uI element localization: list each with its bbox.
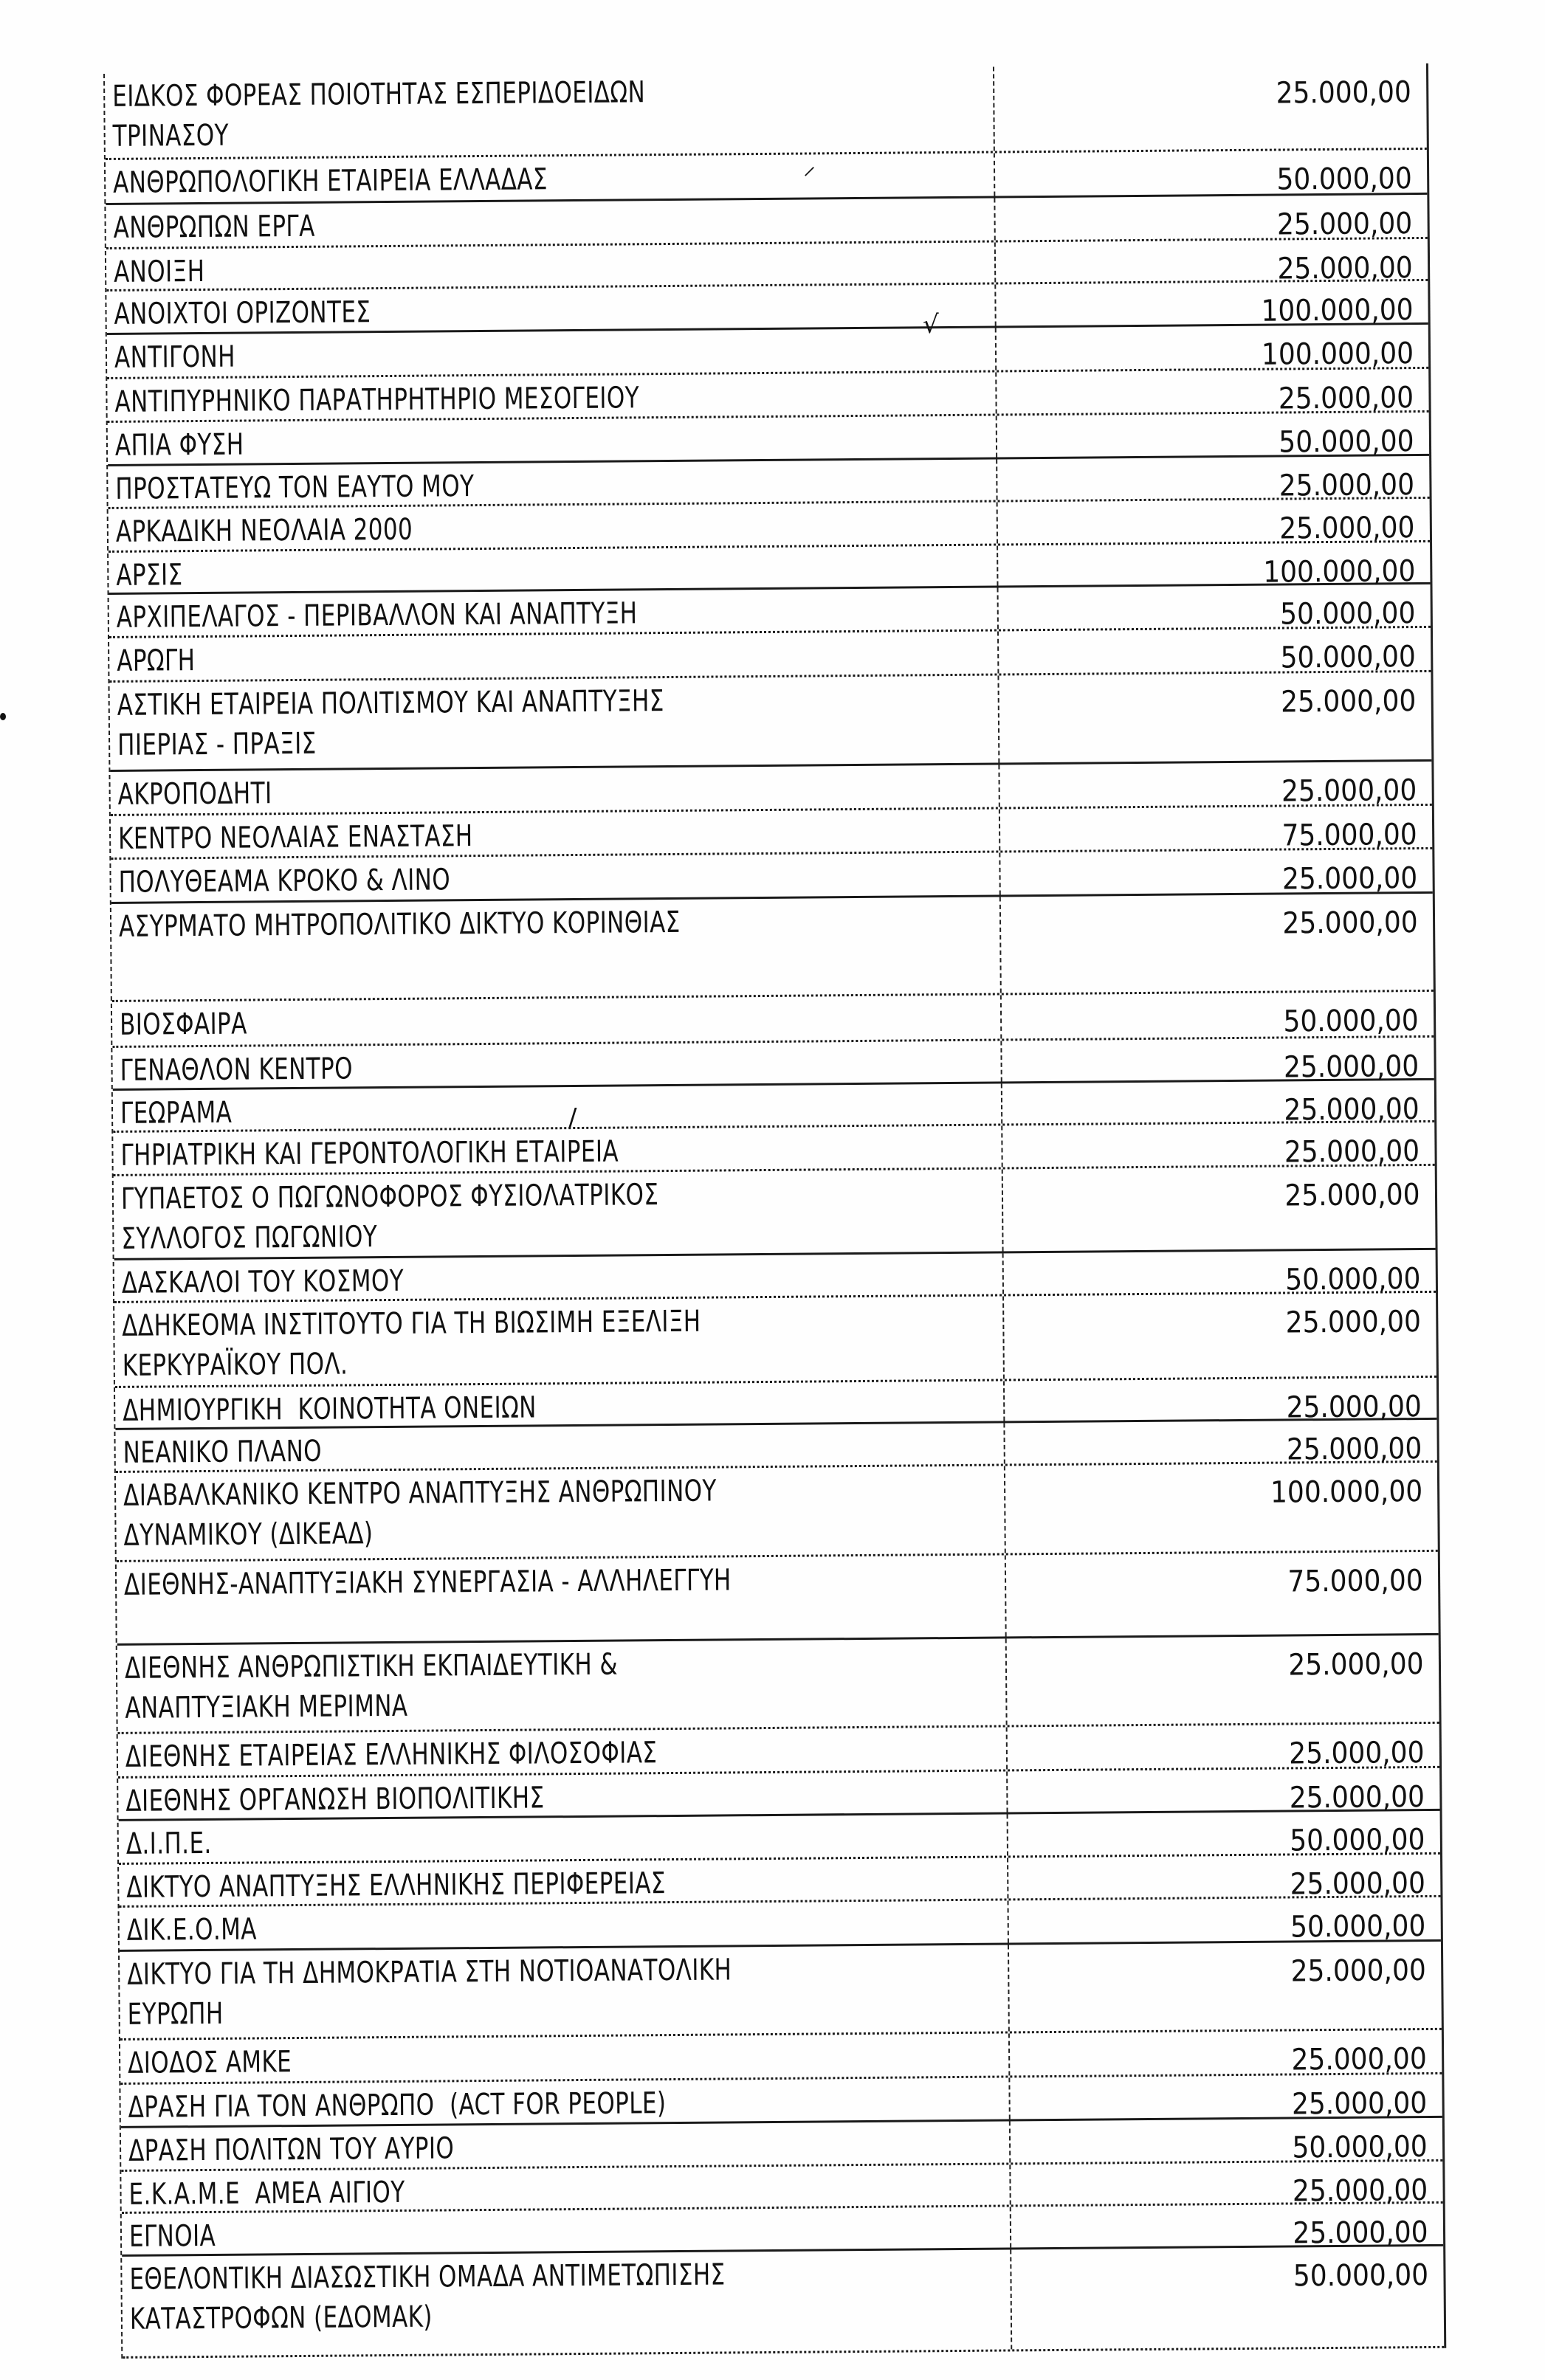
organization-name: Δ.Ι.Π.Ε.: [125, 1826, 212, 1861]
organization-name: ΔΙΚΤΥΟ ΑΝΑΠΤΥΞΗΣ ΕΛΛΗΝΙΚΗΣ ΠΕΡΙΦΕΡΕΙΑΣ: [126, 1866, 667, 1905]
amount-value: 25.000,00: [1279, 381, 1414, 416]
organization-name: ΕΓΝΟΙΑ: [128, 2218, 216, 2254]
organization-name: ΑΝΘΡΩΠΟΛΟΓΙΚΗ ΕΤΑΙΡΕΙΑ ΕΛΛΑΔΑΣ: [112, 162, 548, 200]
organization-name: ΑΝΟΙΧΤΟΙ ΟΡΙΖΟΝΤΕΣ: [114, 295, 371, 331]
organization-name-cell: [116, 1466, 1006, 1559]
amount-cell: [1008, 1768, 1439, 1815]
amount-value: 25.000,00: [1282, 861, 1418, 897]
amount-cell: [1000, 849, 1432, 895]
amount-cell: [1000, 806, 1432, 851]
amount-cell: [1010, 2030, 1442, 2076]
amount-value: 25.000,00: [1281, 684, 1417, 720]
organization-name-cell: [120, 2077, 1010, 2125]
amount-cell: [998, 499, 1430, 544]
amount-cell: [997, 413, 1429, 458]
organization-name: ΑΡΣΙΣ: [116, 558, 183, 593]
amount-value: 50.000,00: [1283, 1004, 1420, 1039]
organization-name-cell: [117, 1555, 1007, 1643]
amount-value: 50.000,00: [1280, 596, 1416, 632]
organization-name-cell: [119, 1814, 1008, 1862]
organization-name-cell: [109, 503, 998, 551]
organization-name: ΕΙΔΚΟΣ ΦΟΡΕΑΣ ΠΟΙΟΤΗΤΑΣ ΕΣΠΕΡΙΔΟΕΙΔΩΝ ΤΡΙΝΑΣΟΥ: [112, 75, 646, 154]
amount-cell: [1002, 992, 1434, 1039]
table-row: [116, 1463, 1438, 1562]
amount-cell: [997, 456, 1429, 503]
organization-name: ΔΡΑΣΗ ΠΟΛΙΤΩΝ ΤΟΥ ΑΥΡΙΟ: [128, 2131, 455, 2168]
amount-cell: [1011, 2246, 1444, 2350]
amount-value: 25.000,00: [1293, 2215, 1429, 2251]
organization-name-cell: [120, 2033, 1010, 2082]
amount-value: 25.000,00: [1288, 1647, 1425, 1683]
amount-cell: [1001, 894, 1434, 993]
amount-cell: [1011, 2118, 1442, 2163]
organization-name-cell: [106, 285, 996, 333]
amount-value: 25.000,00: [1291, 2042, 1428, 2077]
organization-name: ΑΚΡΟΠΟΔΗΤΙ: [117, 776, 272, 812]
amount-value: 50.000,00: [1293, 2257, 1429, 2294]
organization-name-cell: [107, 373, 997, 421]
pen-tick-mark-icon: √: [923, 310, 939, 339]
amount-value: 50.000,00: [1290, 1909, 1426, 1945]
organization-name: Ε.Κ.Α.Μ.Ε ΑΜΕΑ ΑΙΓΙΟΥ: [128, 2175, 405, 2212]
amount-value: 25.000,00: [1279, 468, 1415, 503]
table-row: [109, 672, 1431, 772]
table-row: [117, 1635, 1439, 1734]
organization-name-cell: [120, 1945, 1010, 2038]
organization-name: ΔΑΣΚΑΛΟΙ ΤΟΥ ΚΟΣΜΟΥ: [121, 1263, 405, 1300]
organization-name: ΑΠΙΑ ΦΥΣΗ: [114, 427, 244, 463]
amount-value: 25.000,00: [1276, 75, 1412, 111]
organization-name: ΔΙΕΘΝΗΣ-ΑΝΑΠΤΥΞΙΑΚΗ ΣΥΝΕΡΓΑΣΙΑ - ΑΛΛΗΛΕΓΓΥΗ: [123, 1563, 732, 1602]
organization-name-cell: [108, 416, 997, 464]
organization-name-cell: [109, 675, 999, 769]
amount-value: 25.000,00: [1289, 1780, 1425, 1815]
organization-name: ΔΔΗΚΕΟΜΑ ΙΝΣΤΙΤΟΥΤΟ ΓΙΑ ΤΗ ΒΙΩΣΙΜΗ ΕΞΕΛΙΞΗ ΚΕΡΚΥΡΑΪΚΟΥ ΠΟΛ.: [122, 1304, 701, 1383]
amount-value: 50.000,00: [1292, 2129, 1428, 2165]
organization-name-cell: [110, 765, 999, 813]
amount-value: 25.000,00: [1284, 1178, 1421, 1213]
organization-name-cell: [114, 1169, 1004, 1258]
table-row: [114, 1166, 1436, 1260]
amount-cell: [999, 762, 1431, 807]
pen-tick-mark-icon: ⸝: [803, 151, 816, 181]
table-row: [114, 1293, 1436, 1388]
organization-name-cell: [121, 2121, 1011, 2169]
amount-cell: [997, 369, 1428, 414]
organization-name: ΓΕΩΡΑΜΑ: [120, 1095, 233, 1131]
organization-name: ΑΡΚΑΔΙΚΗ ΝΕΟΛΑΙΑ 2000: [115, 512, 413, 549]
organization-name-cell: [120, 1900, 1009, 1949]
amount-value: 75.000,00: [1287, 1564, 1424, 1599]
organization-name-cell: [106, 199, 995, 247]
amount-cell: [995, 195, 1427, 241]
organization-name-cell: [112, 995, 1002, 1045]
organization-name-cell: [111, 897, 1002, 999]
amount-value: 25.000,00: [1292, 2086, 1428, 2122]
amount-value: 25.000,00: [1284, 1134, 1420, 1170]
amount-cell: [999, 628, 1431, 674]
organization-name-cell: [114, 1296, 1005, 1385]
organization-name-cell: [108, 460, 997, 507]
organization-name-cell: [107, 328, 997, 377]
organization-name: ΑΡΧΙΠΕΛΑΓΟΣ - ΠΕΡΙΒΑΛΛΟΝ ΚΑΙ ΑΝΑΠΤΥΞΗ: [116, 596, 638, 635]
amount-value: 25.000,00: [1286, 1390, 1422, 1425]
amount-value: 100.000,00: [1261, 337, 1414, 372]
organization-name-cell: [122, 2207, 1011, 2254]
amount-value: 50.000,00: [1285, 1262, 1422, 1297]
organization-name-cell: [109, 631, 999, 680]
organization-name: ΔΙΚΤΥΟ ΓΙΑ ΤΗ ΔΗΜΟΚΡΑΤΙΑ ΣΤΗ ΝΟΤΙΟΑΝΑΤΟΛΙΚΗ ΕΥΡΩΠΗ: [127, 1953, 732, 2032]
organization-name-cell: [122, 2249, 1012, 2356]
amount-cell: [1003, 1166, 1436, 1252]
table-row: [122, 2246, 1444, 2359]
amount-value: 50.000,00: [1280, 640, 1417, 675]
organization-name-cell: [111, 809, 1000, 857]
organization-name-cell: [119, 1858, 1008, 1905]
organization-name: ΠΡΟΣΤΑΤΕΥΩ ΤΟΝ ΕΑΥΤΟ ΜΟΥ: [115, 469, 475, 506]
amount-value: 25.000,00: [1277, 251, 1414, 286]
amount-cell: [1007, 1635, 1439, 1725]
organization-name: ΓΥΠΑΕΤΟΣ Ο ΠΩΓΩΝΟΦΟΡΟΣ ΦΥΣΙΟΛΑΤΡΙΚΟΣ ΣΥΛΛΟΓΟΣ ΠΩΓΩΝΙΟΥ: [120, 1178, 659, 1256]
amount-value: 25.000,00: [1287, 1432, 1422, 1467]
organization-name-cell: [113, 1083, 1002, 1130]
organization-name: ΠΟΛΥΘΕΑΜΑ ΚΡΟΚΟ & ΛΙΝΟ: [118, 863, 451, 900]
organization-name: ΑΝΟΙΞΗ: [113, 254, 205, 289]
amount-cell: [995, 150, 1427, 196]
amount-value: 25.000,00: [1284, 1092, 1420, 1128]
organization-name: ΑΝΤΙΠΥΡΗΝΙΚΟ ΠΑΡΑΤΗΡΗΤΗΡΙΟ ΜΕΣΟΓΕΙΟΥ: [114, 381, 640, 419]
amount-cell: [1008, 1811, 1440, 1856]
amount-value: 25.000,00: [1281, 773, 1417, 809]
organization-name: ΑΣΤΙΚΗ ΕΤΑΙΡΕΙΑ ΠΟΛΙΤΙΣΜΟΥ ΚΑΙ ΑΝΑΠΤΥΞΗΣ ΠΙΕΡΙΑΣ - ΠΡΑΞΙΣ: [117, 684, 664, 762]
amount-cell: [1006, 1552, 1439, 1637]
organization-name: ΓΗΡΙΑΤΡΙΚΗ ΚΑΙ ΓΕΡΟΝΤΟΛΟΓΙΚΗ ΕΤΑΙΡΕΙΑ: [120, 1134, 619, 1173]
amount-cell: [997, 325, 1428, 370]
amount-cell: [1008, 1855, 1440, 1902]
amount-value: 75.000,00: [1281, 818, 1418, 853]
organization-name: ΚΕΝΤΡΟ ΝΕΟΛΑΙΑΣ ΕΝΑΣΤΑΣΗ: [117, 819, 473, 856]
amount-cell: [998, 542, 1430, 590]
amount-value: 25.000,00: [1277, 207, 1413, 242]
organization-name-cell: [106, 154, 995, 203]
amount-value: 25.000,00: [1290, 1953, 1427, 1989]
organization-name-cell: [105, 67, 995, 158]
amount-cell: [1002, 1038, 1434, 1085]
organization-name-cell: [118, 1727, 1008, 1776]
organization-name-cell: [114, 1253, 1004, 1300]
amount-cell: [1004, 1293, 1436, 1379]
organization-name: ΔΙΕΘΝΗΣ ΟΡΓΑΝΩΣΗ ΒΙΟΠΟΛΙΤΙΚΗΣ: [125, 1781, 545, 1818]
organization-name-cell: [111, 852, 1000, 901]
amount-value: 50.000,00: [1290, 1823, 1426, 1858]
table-row: [105, 63, 1427, 160]
organization-name: ΕΘΕΛΟΝΤΙΚΗ ΔΙΑΣΩΣΤΙΚΗ ΟΜΑΔΑ ΑΝΤΙΜΕΤΩΠΙΣΗΣ ΚΑΤΑΣΤΡΟΦΩΝ (ΕΔΟΜΑΚ): [129, 2257, 726, 2336]
amount-value: 25.000,00: [1285, 1305, 1422, 1340]
organization-name: ΔΗΜΙΟΥΡΓΙΚΗ ΚΟΙΝΟΤΗΤΑ ΟΝΕΙΩΝ: [123, 1390, 537, 1428]
amount-value: 25.000,00: [1284, 1049, 1420, 1085]
grants-table: [103, 63, 1446, 2359]
amount-value: 100.000,00: [1263, 554, 1416, 590]
organization-name-cell: [115, 1381, 1005, 1427]
stray-ink-dot: [0, 713, 6, 720]
amount-cell: [1010, 2074, 1442, 2122]
organization-name: ΝΕΑΝΙΚΟ ΠΛΑΝΟ: [123, 1434, 323, 1470]
amount-value: 25.000,00: [1290, 1866, 1426, 1902]
amount-value: 25.000,00: [1282, 906, 1419, 941]
amount-cell: [1008, 1724, 1439, 1770]
amount-value: 50.000,00: [1276, 162, 1413, 197]
organization-name: ΓΕΝΑΘΛΟΝ ΚΕΝΤΡΟ: [120, 1052, 354, 1088]
amount-value: 100.000,00: [1261, 293, 1414, 328]
amount-cell: [1005, 1378, 1436, 1425]
amount-cell: [1002, 1080, 1434, 1128]
amount-value: 25.000,00: [1279, 511, 1416, 546]
organization-name-cell: [113, 1125, 1002, 1173]
organization-name: ΑΝΤΙΓΟΝΗ: [114, 339, 235, 375]
organization-name: ΔΙΟΔΟΣ ΑΜΚΕ: [127, 2045, 292, 2080]
organization-name-cell: [109, 587, 999, 635]
amount-cell: [1009, 1942, 1442, 2032]
organization-name: ΑΝΘΡΩΠΩΝ ΕΡΓΑ: [113, 209, 315, 245]
table-row: [111, 894, 1434, 1002]
amount-cell: [996, 239, 1428, 286]
organization-name-cell: [118, 1771, 1008, 1818]
organization-name: ΔΙΕΘΝΗΣ ΑΝΘΡΩΠΙΣΤΙΚΗ ΕΚΠΑΙΔΕΥΤΙΚΗ & ΑΝΑΠΤΥΞΙΑΚΗ ΜΕΡΙΜΝΑ: [124, 1647, 619, 1725]
amount-cell: [1011, 2162, 1442, 2209]
organization-name-cell: [121, 2165, 1011, 2211]
organization-name: ΒΙΟΣΦΑΙΡΑ: [119, 1007, 247, 1042]
amount-cell: [1008, 1897, 1440, 1943]
amount-value: 100.000,00: [1270, 1474, 1423, 1510]
organization-name-cell: [117, 1638, 1008, 1731]
amount-cell: [1005, 1463, 1438, 1553]
organization-name: ΔΙΕΘΝΗΣ ΕΤΑΙΡΕΙΑΣ ΕΛΛΗΝΙΚΗΣ ΦΙΛΟΣΟΦΙΑΣ: [125, 1736, 658, 1774]
table-row: [120, 1942, 1442, 2041]
organization-name: ΑΡΩΓΗ: [117, 644, 196, 678]
organization-name-cell: [115, 1423, 1005, 1470]
organization-name: ΔΙΚ.Ε.Ο.ΜΑ: [126, 1912, 258, 1948]
amount-cell: [999, 672, 1431, 763]
table-row: [117, 1552, 1439, 1646]
organization-name-cell: [106, 243, 996, 289]
organization-name-cell: [112, 1041, 1002, 1088]
organization-name-cell: [109, 546, 998, 593]
amount-value: 25.000,00: [1289, 1736, 1425, 1771]
amount-value: 50.000,00: [1279, 424, 1415, 460]
organization-name: ΑΣΥΡΜΑΤΟ ΜΗΤΡΟΠΟΛΙΤΙΚΟ ΔΙΚΤΥΟ ΚΟΡΙΝΘΙΑΣ: [118, 905, 681, 944]
organization-name: ΔΙΑΒΑΛΚΑΝΙΚΟ ΚΕΝΤΡΟ ΑΝΑΠΤΥΞΗΣ ΑΝΘΡΩΠΙΝΟΥ ΔΥΝΑΜΙΚΟΥ (ΔΙΚΕΑΔ): [123, 1474, 717, 1553]
organization-name: ΔΡΑΣΗ ΓΙΑ ΤΟΝ ΑΝΘΡΩΠΟ (ACT FOR PEOPLE): [128, 2086, 667, 2125]
amount-value: 25.000,00: [1293, 2173, 1428, 2209]
amount-cell: [1004, 1250, 1436, 1297]
pen-tick-mark-icon: /: [568, 1103, 577, 1133]
amount-cell: [994, 63, 1427, 151]
